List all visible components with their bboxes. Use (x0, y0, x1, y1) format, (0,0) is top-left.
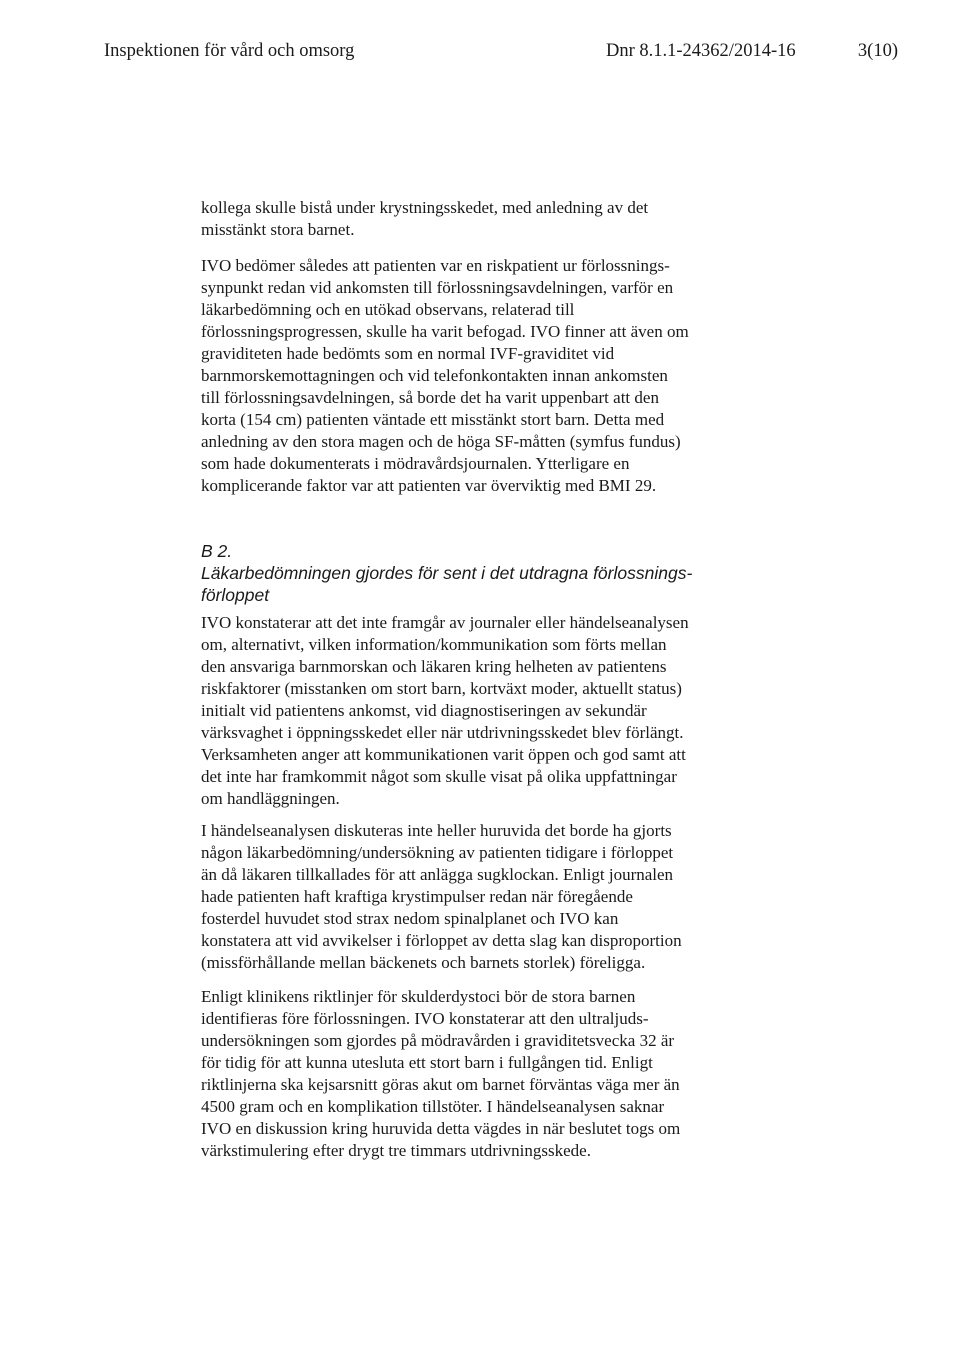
page-header (104, 38, 898, 64)
header-document-number: Dnr 8.1.1-24362/2014-16 (606, 41, 796, 61)
text-line: värksvaghet i öppningsskedet eller när utdrivningsskedet blev förlängt. (201, 723, 684, 742)
text-line: undersökningen som gjordes på mödravården i graviditetsvecka 32 är (201, 1031, 675, 1050)
text-line: misstänkt stora barnet. (201, 220, 355, 239)
text-line: Verksamheten anger att kommunikationen varit öppen och god samt att (201, 745, 686, 764)
paragraph-1 (201, 197, 746, 241)
text-line: identifieras före förlossningen. IVO konstaterar att den ultraljuds- (201, 1009, 649, 1028)
text-line: värkstimulering efter drygt tre timmars utdrivningsskede. (201, 1141, 591, 1160)
text-line: synpunkt redan vid ankomsten till förlossningsavdelningen, varför en (201, 278, 674, 297)
text-line: hade patienten haft kraftiga krystimpulser redan när föregående (201, 887, 633, 906)
paragraph-5 (201, 986, 746, 1162)
text-line: IVO konstaterar att det inte framgår av journaler eller händelseanalysen (201, 613, 689, 632)
text-line: komplicerande faktor var att patienten var överviktig med BMI 29. (201, 476, 657, 495)
section-title-line: förloppet (201, 585, 270, 605)
text-line: om, alternativt, vilken information/kommunikation som förts mellan (201, 635, 667, 654)
paragraph-4 (201, 820, 746, 974)
section-code: B 2. (201, 541, 233, 561)
text-line: IVO en diskussion kring huruvida detta vägdes in när beslutet togs om (201, 1119, 681, 1138)
text-line: anledning av den stora magen och de höga SF-måtten (symfus fundus) (201, 432, 681, 451)
text-line: initialt vid patientens ankomst, vid diagnostiseringen av sekundär (201, 701, 647, 720)
text-line: förlossningsprogressen, skulle ha varit befogad. IVO finner att även om (201, 322, 689, 341)
text-line: IVO bedömer således att patienten var en riskpatient ur förlossnings- (201, 256, 670, 275)
text-line: barnmorskemottagningen och vid telefonkontakten innan ankomsten (201, 366, 668, 385)
text-line: det inte har framkommit något som skulle visat på olika uppfattningar (201, 767, 677, 786)
text-line: läkarbedömning och en utökad observans, relaterad till (201, 300, 575, 319)
text-line: Enligt klinikens riktlinjer för skulderdystoci bör de stora barnen (201, 987, 636, 1006)
text-line: riktlinjerna ska kejsarsnitt göras akut om barnet förväntas väga mer än (201, 1075, 680, 1094)
header-page-number: 3(10) (857, 41, 898, 61)
header-organization: Inspektionen för vård och omsorg (104, 41, 355, 61)
text-line: för tidig för att kunna utesluta ett stort barn i fullgången tid. Enligt (201, 1053, 653, 1072)
text-line: kollega skulle bistå under krystningsskedet, med anledning av det (201, 198, 649, 217)
text-line: korta (154 cm) patienten väntade ett misstänkt stort barn. Detta med (201, 410, 665, 429)
text-line: konstatera att vid avvikelser i förloppet av detta slag kan disproportion (201, 931, 682, 950)
paragraph-2 (201, 255, 746, 497)
text-line: den ansvariga barnmorskan och läkaren kring helheten av patientens (201, 657, 667, 676)
text-line: fosterdel huvudet stod strax nedom spinalplanet och IVO kan (201, 909, 619, 928)
text-line: till förlossningsavdelningen, så borde det ha varit uppenbart att den (201, 388, 659, 407)
paragraph-3 (201, 612, 746, 810)
text-line: 4500 gram och en komplikation tillstöter. I händelseanalysen saknar (201, 1097, 665, 1116)
text-line: någon läkarbedömning/undersökning av patienten tidigare i förloppet (201, 843, 674, 862)
section-title (201, 562, 761, 606)
text-line: om handläggningen. (201, 789, 340, 808)
text-line: riskfaktorer (misstanken om stort barn, kortväxt moder, aktuellt status) (201, 679, 682, 698)
text-line: graviditeten hade bedömts som en normal IVF-graviditet vid (201, 344, 615, 363)
text-line: (missförhållande mellan bäckenets och barnets storlek) föreligga. (201, 953, 646, 972)
text-line: som hade dokumenterats i mödravårdsjournalen. Ytterligare en (201, 454, 630, 473)
section-title-line: Läkarbedömningen gjordes för sent i det utdragna förlossnings- (201, 563, 693, 583)
text-line: I händelseanalysen diskuteras inte heller huruvida det borde ha gjorts (201, 821, 672, 840)
text-line: än då läkaren tillkallades för att anlägga sugklockan. Enligt journalen (201, 865, 674, 884)
